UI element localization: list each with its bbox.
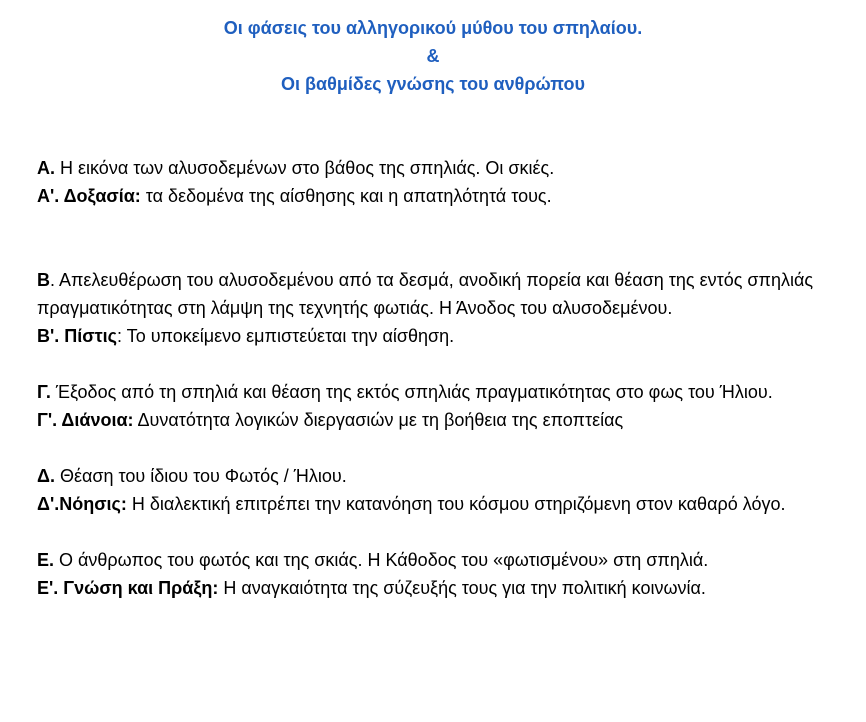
stage-b-lead: Β — [37, 270, 50, 290]
stage-c-text: Έξοδος από τη σπηλιά και θέαση της εκτός σπηλιάς πραγματικότητας στο φως του Ήλιου. — [50, 382, 773, 402]
stage-b — [37, 266, 837, 322]
knowledge-b-lead: Β'. Πίστις — [37, 326, 117, 346]
knowledge-d-text: Η διαλεκτική επιτρέπει την κατανόηση του κόσμου στηριζόμενη στον καθαρό λόγο. — [126, 494, 786, 514]
spacer — [37, 350, 837, 378]
stage-c-lead: Γ. — [37, 382, 51, 402]
stage-a — [37, 154, 837, 182]
knowledge-a-text: τα δεδομένα της αίσθησης και η απατηλότητά τους. — [140, 186, 552, 206]
document-body — [37, 154, 837, 602]
stage-d — [37, 462, 837, 490]
knowledge-e — [37, 574, 837, 602]
stage-e — [37, 546, 837, 574]
knowledge-e-lead: Ε'. Γνώση και Πράξη: — [37, 578, 219, 598]
title-ampersand: & — [426, 46, 440, 66]
knowledge-d — [37, 490, 837, 518]
stage-c — [37, 378, 837, 406]
document-title — [0, 14, 866, 98]
spacer — [37, 518, 837, 546]
title-line-1: Οι φάσεις του αλληγορικού μύθου του σπηλαίου. — [223, 18, 643, 38]
stage-e-text: Ο άνθρωπος του φωτός και της σκιάς. Η Κάθοδος του «φωτισμένου» στη σπηλιά. — [54, 550, 709, 570]
title-line-2: Οι βαθμίδες γνώσης του ανθρώπου — [281, 74, 585, 94]
knowledge-b — [37, 322, 837, 350]
stage-e-lead: Ε. — [37, 550, 55, 570]
knowledge-e-text: Η αναγκαιότητα της σύζευξής τους για την πολιτική κοινωνία. — [218, 578, 706, 598]
stage-d-text: Θέαση του ίδιου του Φωτός / Ήλιου. — [54, 466, 347, 486]
knowledge-a — [37, 182, 837, 210]
spacer — [37, 210, 837, 266]
stage-b-text: . Απελευθέρωση του αλυσοδεμένου από τα δεσμά, ανοδική πορεία και θέαση της εντός σπηλιάς πραγματικότητας στη λάμψη της τεχνητής φωτιάς. Η Άνοδος του αλυσοδεμένου. — [37, 270, 814, 318]
knowledge-c — [37, 406, 837, 434]
knowledge-c-text: Δυνατότητα λογικών διεργασιών με τη βοήθεια της εποπτείας — [133, 410, 624, 430]
spacer — [37, 434, 837, 462]
stage-a-text: Η εικόνα των αλυσοδεμένων στο βάθος της σπηλιάς. Οι σκιές. — [55, 158, 555, 178]
knowledge-b-text: : Το υποκείμενο εμπιστεύεται την αίσθηση. — [117, 326, 455, 346]
knowledge-a-lead: Α'. Δοξασία: — [37, 186, 141, 206]
stage-a-lead: Α. — [37, 158, 55, 178]
knowledge-d-lead: Δ'.Νόησις: — [37, 494, 127, 514]
knowledge-c-lead: Γ'. Διάνοια: — [37, 410, 134, 430]
stage-d-lead: Δ. — [37, 466, 55, 486]
